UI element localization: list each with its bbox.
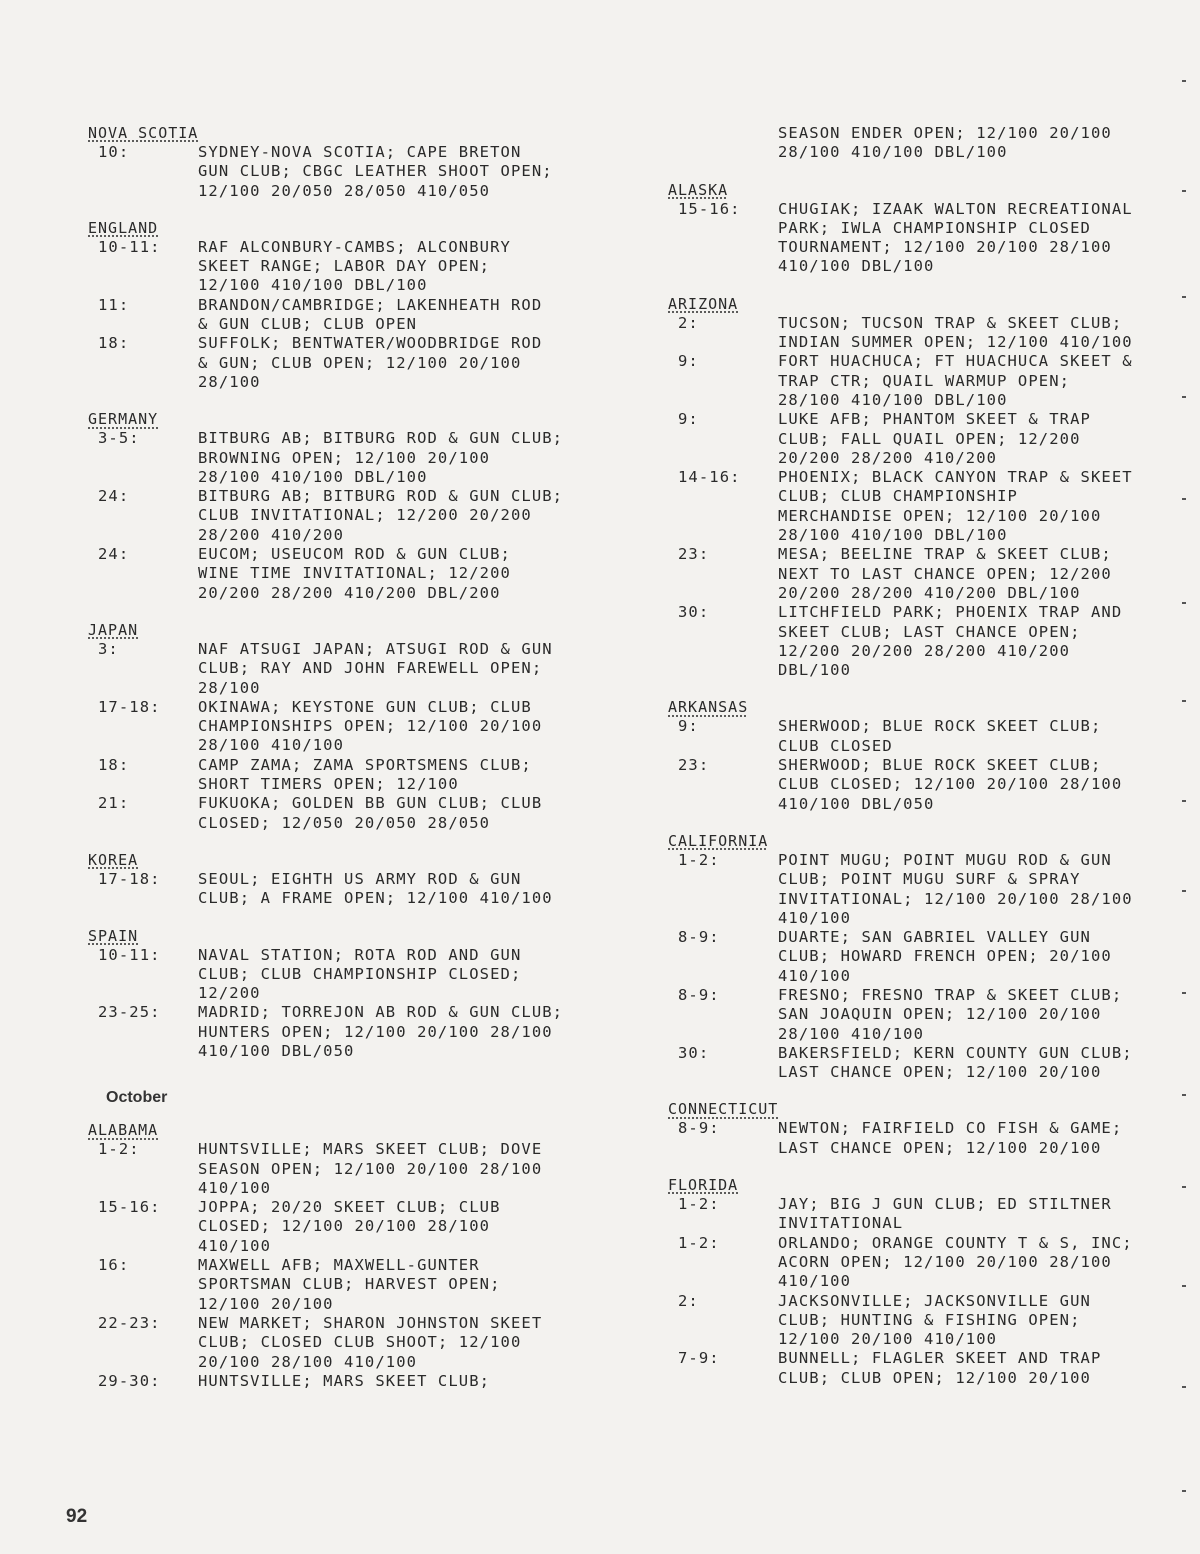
edge-mark (1182, 890, 1186, 892)
event-entry (668, 1234, 1188, 1292)
event-details: LUKE AFB; PHANTOM SKEET & TRAP CLUB; FALL QUAIL OPEN; 12/200 20/200 28/200 410/200 (778, 410, 1091, 467)
event-details: MAXWELL AFB; MAXWELL-GUNTER SPORTSMAN CLUB; HARVEST OPEN; 12/100 20/100 (198, 1256, 501, 1313)
edge-mark (1182, 296, 1186, 298)
event-entry (668, 1119, 1188, 1158)
state-heading: ENGLAND (88, 218, 159, 237)
event-details: SUFFOLK; BENTWATER/WOODBRIDGE ROD & GUN; CLUB OPEN; 12/100 20/100 28/100 (198, 334, 543, 391)
event-details: JACKSONVILLE; JACKSONVILLE GUN CLUB; HUNTING & FISHING OPEN; 12/100 20/100 410/100 (778, 1291, 1091, 1349)
event-date: 9: (678, 410, 699, 429)
event-details: FRESNO; FRESNO TRAP & SKEET CLUB; SAN JOAQUIN OPEN; 12/100 20/100 28/100 410/100 (778, 985, 1123, 1043)
event-details: NEW MARKET; SHARON JOHNSTON SKEET CLUB; CLOSED CLUB SHOOT; 12/100 20/100 28/100 410/100 (198, 1313, 543, 1371)
event-entry (88, 143, 628, 201)
event-date: 10-11: (98, 945, 161, 964)
event-details: NAVAL STATION; ROTA ROD AND GUN CLUB; CLUB CHAMPIONSHIP CLOSED; 12/200 (198, 945, 522, 1003)
event-entry (668, 1349, 1188, 1388)
left-column (88, 124, 628, 1409)
event-date: 8-9: (678, 928, 720, 947)
event-date: 2: (678, 313, 699, 332)
edge-mark (1182, 800, 1186, 802)
state-section (668, 1100, 1188, 1158)
event-entry (88, 1003, 628, 1061)
event-date: 23: (678, 756, 710, 775)
event-date: 1-2: (678, 1233, 720, 1252)
event-entry (668, 200, 1188, 277)
edge-mark (1182, 992, 1186, 994)
state-heading: NOVA SCOTIA (88, 124, 199, 142)
event-date: 17-18: (98, 697, 161, 716)
event-date: 30: (678, 603, 710, 622)
state-section (668, 124, 1188, 163)
month-heading: October (106, 1089, 168, 1107)
event-date: 23-25: (98, 1003, 161, 1022)
event-entry (668, 1044, 1188, 1083)
event-entry (88, 429, 628, 487)
event-date: 24: (98, 545, 130, 564)
state-section (88, 851, 628, 909)
event-entry (668, 986, 1188, 1044)
event-date: 1-2: (678, 1195, 720, 1214)
event-details: FORT HUACHUCA; FT HUACHUCA SKEET & TRAP CTR; QUAIL WARMUP OPEN; 28/100 410/100 DBL/100 (778, 352, 1133, 409)
event-entry (668, 545, 1188, 603)
event-date: 8-9: (678, 1119, 720, 1138)
event-entry (668, 603, 1188, 680)
event-details: CAMP ZAMA; ZAMA SPORTSMENS CLUB; SHORT TIMERS OPEN; 12/100 (198, 755, 532, 794)
event-details: HUNTSVILLE; MARS SKEET CLUB; (198, 1371, 491, 1390)
state-section (668, 1176, 1188, 1388)
event-entry (88, 946, 628, 1004)
event-details: BUNNELL; FLAGLER SKEET AND TRAP CLUB; CLUB OPEN; 12/100 20/100 (778, 1349, 1102, 1387)
edge-mark (1182, 1094, 1186, 1096)
event-details: HUNTSVILLE; MARS SKEET CLUB; DOVE SEASON OPEN; 12/100 20/100 28/100 410/100 (198, 1140, 543, 1197)
edge-mark (1182, 1186, 1186, 1188)
event-date: 11: (98, 295, 130, 314)
event-entry (88, 698, 628, 756)
event-date: 3-5: (98, 429, 140, 448)
event-details: PHOENIX; BLACK CANYON TRAP & SKEET CLUB; CLUB CHAMPIONSHIP MERCHANDISE OPEN; 12/100 20/100 28/100 410/100 DBL/100 (778, 468, 1133, 545)
event-date: 16: (98, 1256, 130, 1275)
event-entry (668, 468, 1188, 545)
edge-mark (1182, 80, 1186, 82)
event-entry (88, 1314, 628, 1372)
event-details: RAF ALCONBURY-CAMBS; ALCONBURY SKEET RANGE; LABOR DAY OPEN; 12/100 410/100 DBL/100 (198, 237, 511, 295)
event-details: LITCHFIELD PARK; PHOENIX TRAP AND SKEET CLUB; LAST CHANCE OPEN; 12/200 20/200 28/200 410/200 DBL/100 (778, 603, 1123, 680)
event-entry (88, 794, 628, 833)
event-details: SHERWOOD; BLUE ROCK SKEET CLUB; CLUB CLOSED (778, 717, 1102, 755)
state-section (668, 698, 1188, 813)
event-details: FUKUOKA; GOLDEN BB GUN CLUB; CLUB CLOSED; 12/050 20/050 28/050 (198, 794, 543, 832)
event-entry (668, 124, 1188, 163)
state-heading: ARKANSAS (668, 698, 749, 717)
event-details: BAKERSFIELD; KERN COUNTY GUN CLUB; LAST CHANCE OPEN; 12/100 20/100 (778, 1043, 1133, 1082)
event-details: BRANDON/CAMBRIDGE; LAKENHEATH ROD & GUN CLUB; CLUB OPEN (198, 295, 543, 334)
event-entry (88, 545, 628, 603)
event-details: DUARTE; SAN GABRIEL VALLEY GUN CLUB; HOWARD FRENCH OPEN; 20/100 410/100 (778, 928, 1112, 985)
event-date: 23: (678, 545, 710, 564)
event-date: 8-9: (678, 985, 720, 1004)
edge-mark (1182, 190, 1186, 192)
event-date: 3: (98, 639, 119, 658)
event-entry (88, 1198, 628, 1256)
event-entry (88, 1256, 628, 1314)
event-date: 17-18: (98, 869, 161, 888)
event-date: 21: (98, 794, 130, 813)
event-date: 10: (98, 143, 130, 161)
event-date: 24: (98, 487, 130, 506)
state-section (668, 181, 1188, 277)
event-date: 7-9: (678, 1349, 720, 1368)
right-column (668, 124, 1188, 1406)
edge-mark (1182, 498, 1186, 500)
event-date: 15-16: (98, 1198, 161, 1217)
event-entry (88, 487, 628, 545)
event-details: POINT MUGU; POINT MUGU ROD & GUN CLUB; POINT MUGU SURF & SPRAY INVITATIONAL; 12/100 20/100 28/100 410/100 (778, 850, 1133, 927)
event-details: MESA; BEELINE TRAP & SKEET CLUB; NEXT TO LAST CHANCE OPEN; 12/200 20/200 28/200 410/200 DBL/100 (778, 545, 1112, 602)
event-date: 22-23: (98, 1313, 161, 1332)
event-entry (668, 851, 1188, 928)
state-heading: ARIZONA (668, 294, 739, 313)
event-details: MADRID; TORREJON AB ROD & GUN CLUB; HUNTERS OPEN; 12/100 20/100 28/100 410/100 DBL/050 (198, 1003, 564, 1060)
edge-mark (1182, 396, 1186, 398)
state-section (668, 295, 1188, 681)
event-entry (668, 717, 1188, 756)
event-date: 1-2: (678, 850, 720, 869)
event-details: SEASON ENDER OPEN; 12/100 20/100 28/100 410/100 DBL/100 (778, 124, 1112, 162)
event-entry (668, 756, 1188, 814)
event-details: SEOUL; EIGHTH US ARMY ROD & GUN CLUB; A FRAME OPEN; 12/100 410/100 (198, 869, 553, 908)
event-date (668, 124, 778, 163)
page-number: 92 (66, 1506, 88, 1527)
edge-mark (1182, 1285, 1186, 1287)
edge-mark (1182, 1490, 1186, 1492)
state-section (88, 927, 628, 1062)
event-details: BITBURG AB; BITBURG ROD & GUN CLUB; CLUB INVITATIONAL; 12/200 20/200 28/200 410/200 (198, 487, 564, 544)
event-details: NAF ATSUGI JAPAN; ATSUGI ROD & GUN CLUB; RAY AND JOHN FAREWELL OPEN; 28/100 (198, 639, 553, 697)
state-heading: ALABAMA (88, 1121, 159, 1140)
event-date: 2: (678, 1291, 699, 1310)
event-entry (668, 314, 1188, 353)
event-entry (668, 410, 1188, 468)
state-heading: KOREA (88, 850, 139, 869)
edge-mark (1182, 1386, 1186, 1388)
event-entry (88, 870, 628, 909)
event-entry (88, 640, 628, 698)
state-heading: JAPAN (88, 620, 139, 639)
event-details: SYDNEY-NOVA SCOTIA; CAPE BRETON GUN CLUB; CBGC LEATHER SHOOT OPEN; 12/100 20/050 28/050 410/050 (198, 143, 553, 200)
state-section (88, 124, 628, 201)
state-section (88, 621, 628, 833)
event-details: TUCSON; TUCSON TRAP & SKEET CLUB; INDIAN SUMMER OPEN; 12/100 410/100 (778, 313, 1133, 352)
event-date: 15-16: (678, 199, 741, 218)
state-heading: GERMANY (88, 410, 159, 429)
event-entry (88, 296, 628, 335)
state-section (668, 832, 1188, 1083)
event-details: JOPPA; 20/20 SKEET CLUB; CLUB CLOSED; 12/100 20/100 28/100 410/100 (198, 1198, 501, 1255)
event-date: 9: (678, 717, 699, 736)
state-heading: ALASKA (668, 180, 729, 199)
event-entry (88, 238, 628, 296)
event-date: 29-30: (98, 1371, 161, 1390)
edge-mark (1182, 700, 1186, 702)
event-details: JAY; BIG J GUN CLUB; ED STILTNER INVITATIONAL (778, 1195, 1112, 1233)
event-entry (668, 1292, 1188, 1350)
event-entry (88, 1140, 628, 1198)
event-details: OKINAWA; KEYSTONE GUN CLUB; CLUB CHAMPIONSHIPS OPEN; 12/100 20/100 28/100 410/100 (198, 697, 543, 755)
event-details: CHUGIAK; IZAAK WALTON RECREATIONAL PARK; IWLA CHAMPIONSHIP CLOSED TOURNAMENT; 12/100 20/100 28/100 410/100 DBL/100 (778, 199, 1133, 276)
event-details: BITBURG AB; BITBURG ROD & GUN CLUB; BROWNING OPEN; 12/100 20/100 28/100 410/100 DBL/100 (198, 429, 564, 486)
event-date: 18: (98, 334, 130, 353)
event-date: 30: (678, 1043, 710, 1062)
event-entry (88, 1372, 628, 1391)
state-section (88, 1121, 628, 1391)
event-entry (668, 928, 1188, 986)
state-heading: SPAIN (88, 926, 139, 945)
event-details: NEWTON; FAIRFIELD CO FISH & GAME; LAST CHANCE OPEN; 12/100 20/100 (778, 1119, 1123, 1157)
event-date: 10-11: (98, 237, 161, 256)
state-heading: CALIFORNIA (668, 831, 769, 850)
event-date: 1-2: (98, 1140, 140, 1159)
event-date: 14-16: (678, 468, 741, 487)
state-section (88, 219, 628, 392)
event-details: SHERWOOD; BLUE ROCK SKEET CLUB; CLUB CLOSED; 12/100 20/100 28/100 410/100 DBL/050 (778, 756, 1123, 813)
event-entry (668, 1195, 1188, 1234)
state-heading: CONNECTICUT (668, 1100, 779, 1119)
event-entry (88, 756, 628, 795)
state-heading: FLORIDA (668, 1176, 739, 1195)
event-entry (668, 352, 1188, 410)
event-details: EUCOM; USEUCOM ROD & GUN CLUB; WINE TIME INVITATIONAL; 12/200 20/200 28/200 410/200 DBL/200 (198, 545, 511, 602)
event-date: 18: (98, 755, 130, 774)
edge-mark (1182, 602, 1186, 604)
state-section (88, 410, 628, 603)
event-entry (88, 334, 628, 392)
event-details: ORLANDO; ORANGE COUNTY T & S, INC; ACORN OPEN; 12/100 20/100 28/100 410/100 (778, 1233, 1133, 1291)
event-date: 9: (678, 352, 699, 371)
